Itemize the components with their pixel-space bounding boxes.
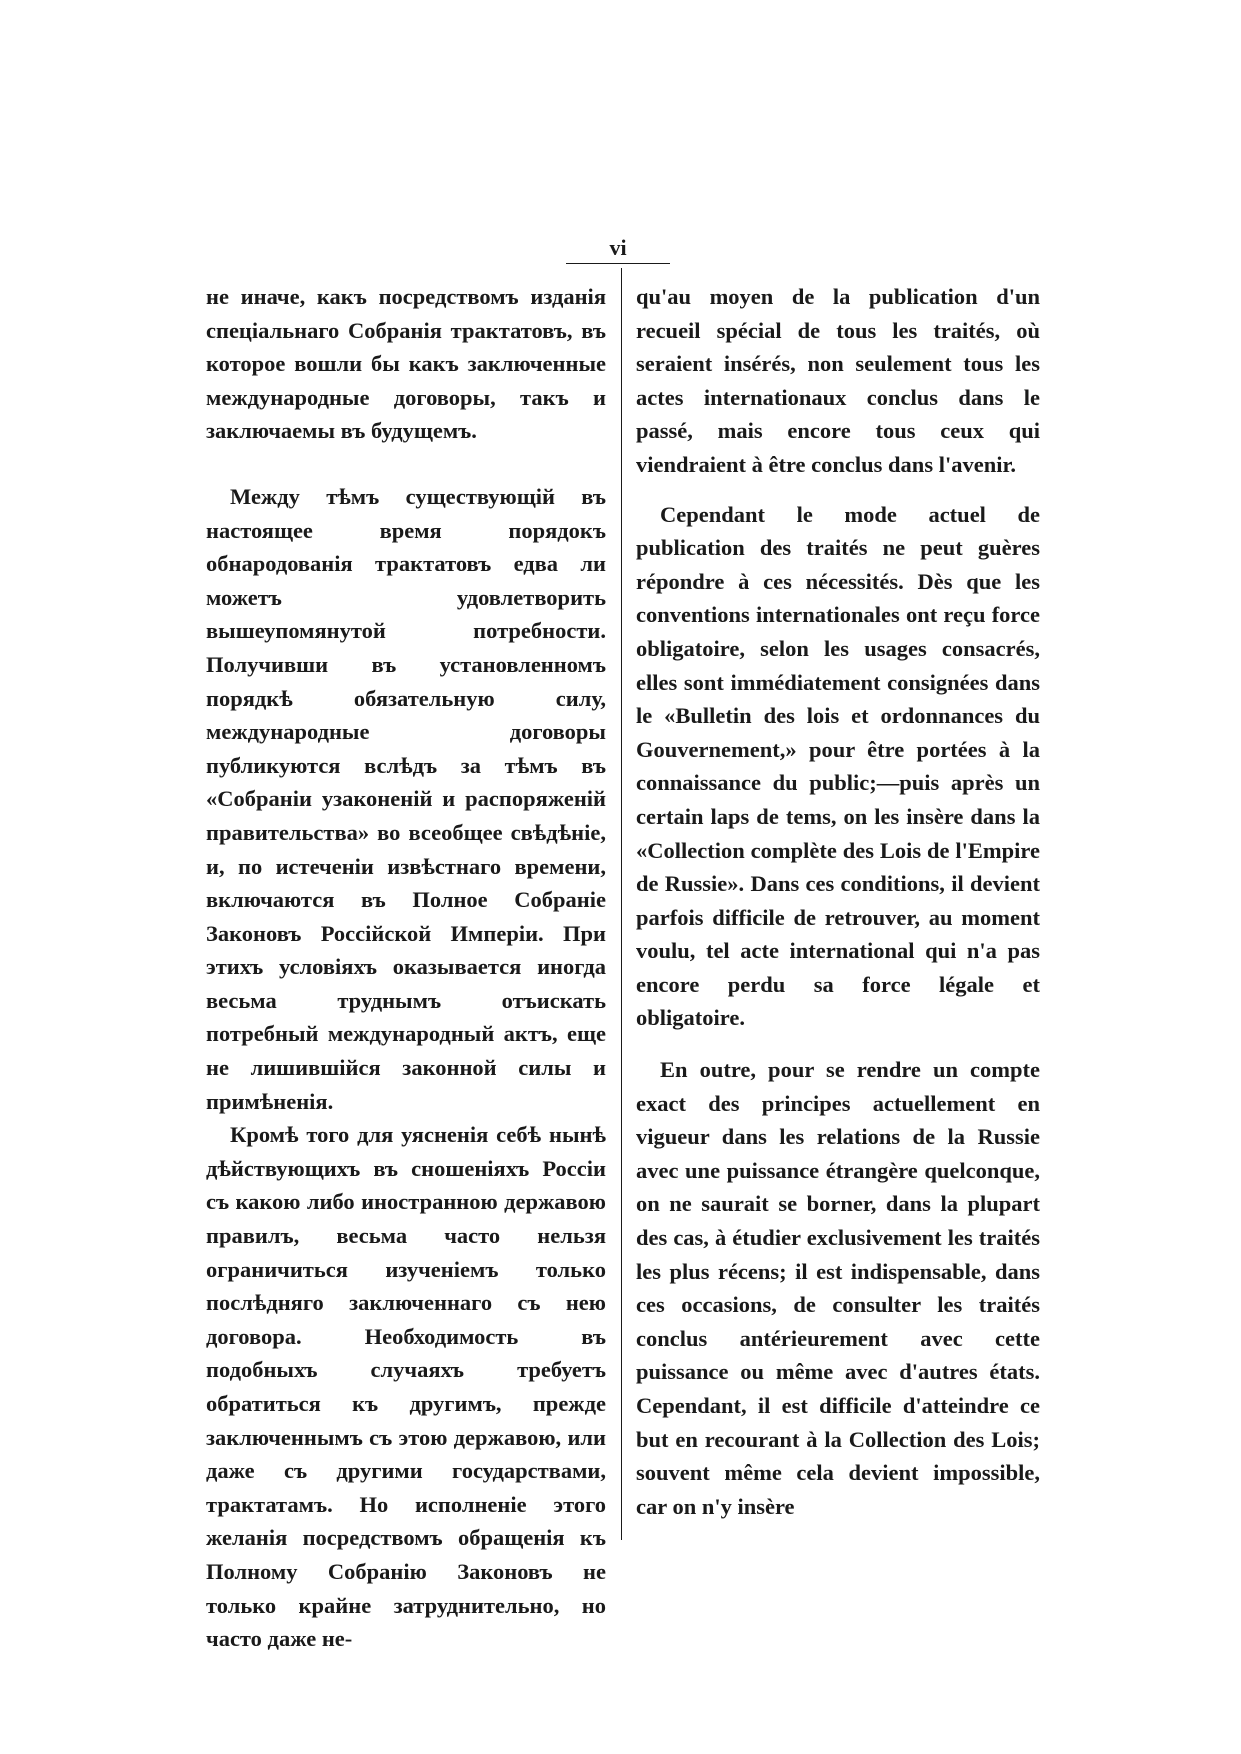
paragraph-ru-2: Между тѣмъ существующій въ настоящее время порядокъ обнародованія трактатовъ едва ли можетъ удовлетворить вышеупомянутой потребности. Получивши въ установленномъ порядкѣ обязательную силу, международные договоры публикуются вслѣдъ за тѣмъ въ «Собраніи узаконеній и распоряженій правительства» во всеобщее свѣдѣніе, и, по истеченіи извѣстнаго времени, включаются въ Полное Собраніе Законовъ Россійской Имперіи. При этихъ условіяхъ оказывается иногда весьма труднымъ отъискать потребный международный актъ, еще не лишившійся законной силы и примѣненія.: [206, 483, 606, 1114]
russian-text-column: [206, 280, 606, 1656]
paragraph-fr-1: qu'au moyen de la publication d'un recueil spécial de tous les traités, où seraient insérés, non seulement tous les actes internationaux conclus dans le passé, mais encore tous ceux qui viendraient à être conclus dans l'avenir.: [636, 284, 1040, 477]
french-text-column: [636, 280, 1040, 1523]
column-divider: [621, 268, 622, 1540]
paragraph-ru-1: не иначе, какъ посредствомъ изданія спеціальнаго Собранія трактатовъ, въ которое вошли бы какъ заключенные международные договоры, такъ и заключаемы въ будущемъ.: [206, 284, 606, 444]
page-number: vi: [609, 235, 627, 260]
paragraph-ru-3: Кромѣ того для уясненія себѣ нынѣ дѣйствующихъ въ сношеніяхъ Россіи съ какою либо иностранною державою правилъ, весьма часто нельзя ограничиться изученіемъ только послѣдняго заключеннаго съ нею договора. Необходимость въ подобныхъ случаяхъ требуетъ обратиться къ другимъ, прежде заключеннымъ съ этою державою, или даже съ другими государствами, трактатамъ. Но исполненіе этого желанія посредствомъ обращенія къ Полному Собранію Законовъ не только крайне затруднительно, но часто даже не-: [206, 1122, 606, 1652]
paragraph-fr-3: En outre, pour se rendre un compte exact des principes actuellement en vigueur dans les relations de la Russie avec une puissance étrangère quelconque, on ne saurait se borner, dans la plupart des cas, à étudier exclusivement les traités les plus récens; il est indispensable, dans ces occasions, de consulter les traités conclus antérieurement avec cette puissance ou même avec d'autres états. Cependant, il est difficile d'atteindre ce but en recourant à la Collection des Lois; souvent même cela devient impossible, car on n'y insère: [636, 1057, 1040, 1519]
paragraph-fr-2: Cependant le mode actuel de publication des traités ne peut guères répondre à ces nécessités. Dès que les conventions internationales ont reçu force obligatoire, selon les usages consacrés, elles sont immédiatement consignées dans le «Bulletin des lois et ordonnances du Gouvernement,» pour être portées à la connaissance du public;—puis après un certain laps de tems, on les insère dans la «Collection complète des Lois de l'Empire de Russie». Dans ces conditions, il devient parfois difficile de retrouver, au moment voulu, tel acte international qui n'a pas encore perdu sa force légale et obligatoire.: [636, 501, 1040, 1031]
header-rule: [566, 263, 670, 264]
